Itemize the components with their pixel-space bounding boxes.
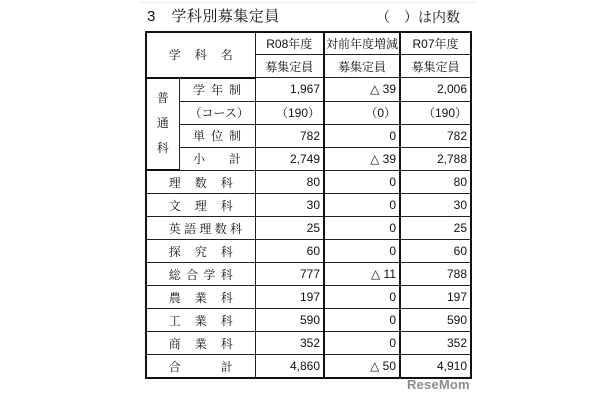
- r07-value: 80: [400, 170, 471, 194]
- table-row-total: [146, 355, 471, 379]
- r08-value: 2,749: [255, 147, 324, 170]
- table-row: [146, 332, 471, 355]
- r07-value: 788: [400, 263, 471, 286]
- diff-value: △ 50: [324, 355, 400, 379]
- row-name: 工 業 科: [146, 309, 255, 332]
- diff-value: 0: [324, 286, 400, 309]
- r07-value: 2,788: [400, 147, 471, 170]
- table-row: [146, 124, 471, 147]
- r07-value: 352: [400, 332, 471, 355]
- diff-value: 0: [324, 332, 400, 355]
- r08-value: 352: [255, 332, 324, 355]
- header-row-year: [146, 32, 471, 55]
- r07-value: 4,910: [400, 355, 471, 379]
- row-name: 英 語 理 数 科: [146, 217, 255, 240]
- diff-value: （0）: [324, 101, 400, 124]
- r07-value: 2,006: [400, 78, 471, 102]
- row-name: （コース）: [179, 101, 255, 124]
- table-row: [146, 194, 471, 217]
- table-row-subtotal: [146, 147, 471, 170]
- r08-value: 4,860: [255, 355, 324, 379]
- header-diff-sub: 募集定員: [324, 55, 400, 78]
- row-name: 理 数 科: [146, 170, 255, 194]
- futsu-group-label: 普 通 科: [146, 78, 179, 171]
- r07-value: （190）: [400, 101, 471, 124]
- diff-value: 0: [324, 240, 400, 263]
- r07-value: 590: [400, 309, 471, 332]
- row-name: 合 計: [146, 355, 255, 379]
- r08-value: 60: [255, 240, 324, 263]
- diff-value: 0: [324, 194, 400, 217]
- header-r07-year: R07年度: [400, 32, 471, 55]
- r08-value: （190）: [255, 101, 324, 124]
- r08-value: 80: [255, 170, 324, 194]
- diff-value: 0: [324, 217, 400, 240]
- r08-value: 1,967: [255, 78, 324, 102]
- table-row: [146, 170, 471, 194]
- r07-value: 782: [400, 124, 471, 147]
- row-name: 学 年 制: [179, 78, 255, 102]
- diff-value: △ 11: [324, 263, 400, 286]
- r07-value: 30: [400, 194, 471, 217]
- section-title: 3 学科別募集定員: [147, 8, 280, 25]
- inner-count-note: （ ）は内数: [376, 9, 460, 25]
- top-divider: [139, 2, 477, 3]
- r08-value: 25: [255, 217, 324, 240]
- header-r08-sub: 募集定員: [255, 55, 324, 78]
- row-name: 探 究 科: [146, 240, 255, 263]
- r08-value: 782: [255, 124, 324, 147]
- table-row: [146, 309, 471, 332]
- row-name: 総 合 学 科: [146, 263, 255, 286]
- r07-value: 60: [400, 240, 471, 263]
- r08-value: 590: [255, 309, 324, 332]
- table-row: [146, 101, 471, 124]
- enrollment-capacity-table: [145, 31, 472, 379]
- r08-value: 777: [255, 263, 324, 286]
- resemom-logo: ReseMom: [407, 377, 470, 392]
- diff-value: 0: [324, 170, 400, 194]
- table-row: [146, 263, 471, 286]
- r08-value: 197: [255, 286, 324, 309]
- table-row: [146, 78, 471, 102]
- r07-value: 197: [400, 286, 471, 309]
- row-name: 商 業 科: [146, 332, 255, 355]
- diff-value: △ 39: [324, 78, 400, 102]
- r08-value: 30: [255, 194, 324, 217]
- row-name: 小 計: [179, 147, 255, 170]
- diff-value: 0: [324, 124, 400, 147]
- table-row: [146, 240, 471, 263]
- diff-value: 0: [324, 309, 400, 332]
- header-r07-sub: 募集定員: [400, 55, 471, 78]
- header-department-name: 学 科 名: [146, 32, 255, 78]
- table-row: [146, 217, 471, 240]
- header-diff-year: 対前年度増減: [324, 32, 400, 55]
- r07-value: 25: [400, 217, 471, 240]
- table-row: [146, 286, 471, 309]
- diff-value: △ 39: [324, 147, 400, 170]
- row-name: 文 理 科: [146, 194, 255, 217]
- header-r08-year: R08年度: [255, 32, 324, 55]
- row-name: 単 位 制: [179, 124, 255, 147]
- row-name: 農 業 科: [146, 286, 255, 309]
